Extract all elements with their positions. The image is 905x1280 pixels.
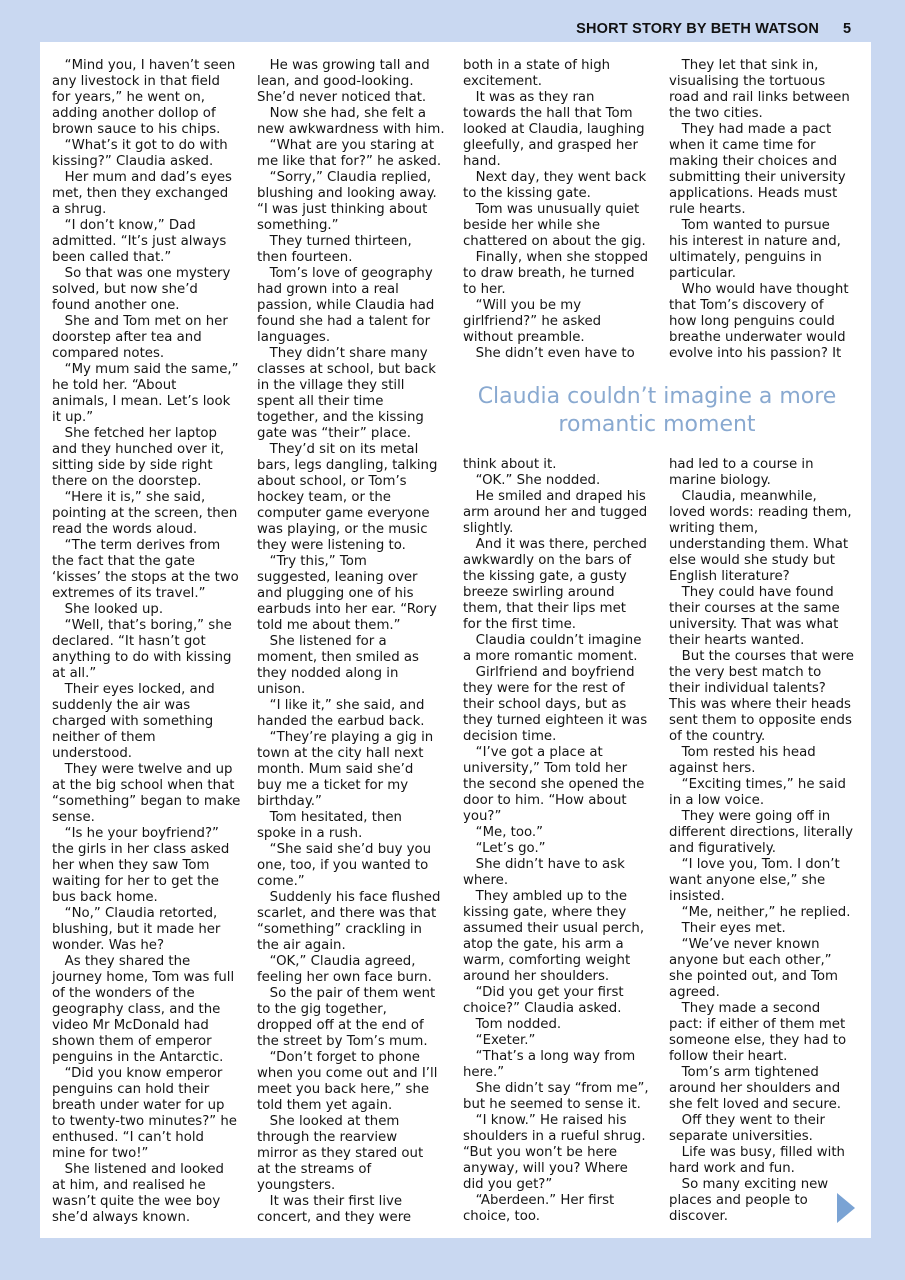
text-line: their individual talents? [669,681,826,696]
pull-quote-line-2: romantic moment [558,412,756,437]
text-line: kissing gate, where they [463,905,627,920]
text-line: But the courses that were [669,649,854,664]
text-line: their courses at the same [669,601,840,616]
text-line: someone else, they had to [669,1033,847,1048]
text-line: shoulders in a rueful shrug. [463,1129,646,1144]
text-line: different directions, literally [669,825,854,840]
text-line: “OK,” Claudia agreed, [257,954,416,969]
text-line: Claudia, meanwhile, [669,489,817,504]
text-line: the very best match to [669,665,822,680]
text-line: lean, and good-looking. [257,74,414,89]
text-line: “The term derives from [52,538,221,553]
text-line: one, too, if you wanted to [257,858,429,873]
text-line: compared notes. [52,346,165,361]
text-line: gleefully, and grasped her [463,138,638,153]
text-line: Claudia couldn’t imagine [463,633,642,648]
text-line: of the country. [669,729,766,744]
text-line: Now she had, she felt a [257,106,427,121]
text-line: Their eyes met. [669,921,786,936]
text-line: gate was “their” place. [257,426,411,441]
text-line: come.” [257,874,305,889]
text-line: “I love you, Tom. I don’t [669,857,840,872]
text-line: understood. [52,746,133,761]
text-line: passion, while Claudia had [257,298,435,313]
text-line: and plugging one of his [257,586,414,601]
text-line: earbuds into her ear. “Rory [257,602,437,617]
text-line: This was where their heads [669,697,851,712]
text-line: for the first time. [463,617,577,632]
text-line: suggested, leaning over [257,570,418,585]
text-line: “What’s it got to do with [52,138,228,153]
text-line: She looked up. [52,602,164,617]
text-line: to twenty-two minutes?” he [52,1114,237,1129]
text-line: understanding them. What [669,537,849,552]
text-line: sitting side by side right [52,458,213,473]
text-line: “No,” Claudia retorted, [52,906,218,921]
text-line: in the village they still [257,378,405,393]
text-line: English literature? [669,569,790,584]
text-line: to the kissing gate. [463,186,591,201]
text-line: They let that sink in, [669,58,819,73]
text-line: without preamble. [463,330,585,345]
text-line: town at the city hall next [257,746,424,761]
text-line: waiting for her to get the [52,874,219,889]
text-line: “Did you get your first [463,985,624,1000]
text-line: She didn’t even have to [463,346,635,361]
text-line: “Exeter.” [463,1033,536,1048]
text-line: new awkwardness with him. [257,122,445,137]
text-line: marine biology. [669,473,771,488]
text-line: They had made a pact [669,122,832,137]
text-line: in a low voice. [669,793,765,808]
text-line: the second she opened the [463,777,645,792]
text-line: youngsters. [257,1178,336,1193]
text-line: Girlfriend and boyfriend [463,665,635,680]
text-line: told me about them.” [257,618,401,633]
text-line: And it was there, perched [463,537,647,552]
text-column-2 [257,58,445,1226]
text-line: It was as they ran [463,90,595,105]
text-line: writing them, [669,521,759,536]
text-line: and figuratively. [669,841,776,856]
text-line: animals, I mean. Let’s look [52,394,231,409]
text-line: ultimately, penguins in [669,250,822,265]
text-line: submitting their university [669,170,846,185]
text-line: She didn’t say “from me”, [463,1081,649,1096]
text-column-3-bottom [463,457,649,1225]
text-line: “That’s a long way from [463,1049,636,1064]
text-line: when it came time for [669,138,816,153]
text-line: moment, then smiled as [257,650,419,665]
text-line: where. [463,873,509,888]
text-line: they turned eighteen it was [463,713,648,728]
text-line: want anyone else,” she [669,873,826,888]
text-line: they nodded along in [257,666,399,681]
text-line: loved words: reading them, [669,505,852,520]
text-line: applications. Heads must [669,186,838,201]
text-line: read the words aloud. [52,522,198,537]
text-line: geography class, and the [52,1002,221,1017]
text-line: was playing, or the music [257,522,428,537]
text-column-4-top [669,58,850,362]
text-line: at the big school when that [52,778,235,793]
text-line: they were listening to. [257,538,406,553]
text-line: she felt loved and secure. [669,1097,841,1112]
text-line: “something” began to make [52,794,241,809]
text-line: “Sorry,” Claudia replied, [257,170,432,185]
text-line: any livestock in that field [52,74,220,89]
text-line: Tom’s arm tightened [669,1065,819,1080]
text-line: kissing?” Claudia asked. [52,154,214,169]
text-line: university. That was what [669,617,839,632]
text-line: pointing at the screen, then [52,506,238,521]
text-line: them, that their lips met [463,601,626,616]
text-line: concert, and they were [257,1210,412,1225]
text-line: particular. [669,266,737,281]
text-line: insisted. [669,889,725,904]
text-line: As they shared the [52,954,191,969]
text-line: found she had a talent for [257,314,431,329]
text-line: choice, too. [463,1209,540,1224]
text-line: warm, comforting weight [463,953,631,968]
text-line: blushing and looking away. [257,186,437,201]
text-line: making their choices and [669,154,838,169]
text-line: solved, but now she’d [52,282,198,297]
text-line: She and Tom met on her [52,314,228,329]
text-line: something.” [257,218,339,233]
text-line: rule hearts. [669,202,746,217]
text-line: the kissing gate, a gusty [463,569,627,584]
text-line: atop the gate, his arm a [463,937,624,952]
text-line: towards the hall that Tom [463,106,633,121]
text-line: to draw breath, he turned [463,266,635,281]
text-line: So the pair of them went [257,986,436,1001]
text-line: extremes of its travel.” [52,586,206,601]
text-line: how long penguins could [669,314,835,329]
text-line: met, then they exchanged [52,186,229,201]
text-line: bus back home. [52,890,158,905]
text-line: She fetched her laptop [52,426,217,441]
text-line: a shrug. [52,202,107,217]
text-line: birthday.” [257,794,322,809]
text-line: blushing, but it made her [52,922,221,937]
text-line: “Exciting times,” he said [669,777,846,792]
text-line: pact: if either of them met [669,1017,846,1032]
next-page-arrow-icon[interactable] [837,1193,855,1223]
text-line: “I’ve got a place at [463,745,603,760]
text-line: assumed their usual perch, [463,921,645,936]
text-line: mirror as they stared out [257,1146,424,1161]
text-line: awkwardly on the bars of [463,553,632,568]
text-line: admitted. “It’s just always [52,234,227,249]
text-line: the two cities. [669,106,763,121]
text-line: feeling her own face burn. [257,970,432,985]
text-line: his interest in nature and, [669,234,841,249]
text-line: through the rearview [257,1130,398,1145]
text-line: hand. [463,154,501,169]
text-line: “OK.” She nodded. [463,473,601,488]
text-line: beside her while she [463,218,601,233]
text-line: she’d always known. [52,1210,191,1225]
text-line: “My mum said the same,” [52,362,239,377]
text-line: They were going off in [669,809,831,824]
text-line: scarlet, and there was that [257,906,437,921]
text-line: She listened and looked [52,1162,224,1177]
text-line: Tom hesitated, then [257,810,402,825]
text-line: charged with something [52,714,214,729]
text-line: breathe underwater would [669,330,846,345]
text-line: Tom was unusually quiet [463,202,640,217]
text-line: video Mr McDonald had [52,1018,209,1033]
text-line: “She said she’d buy you [257,842,432,857]
text-line: neither of them [52,730,156,745]
text-line: places and people to [669,1193,808,1208]
text-line: university,” Tom told her [463,761,628,776]
text-line: found another one. [52,298,180,313]
text-line: at all.” [52,666,97,681]
text-line: anyway, will you? Where [463,1161,628,1176]
text-line: “Don’t forget to phone [257,1050,420,1065]
text-line: They’d sit on its metal [257,442,419,457]
text-line: chattered on about the gig. [463,234,646,249]
text-line: They ambled up to the [463,889,628,904]
text-line: He smiled and draped his [463,489,646,504]
text-line: their hearts wanted. [669,633,805,648]
text-column-3-top [463,58,648,362]
text-line: sent them to opposite ends [669,713,852,728]
text-line: ‘kisses’ the stops at the two [52,570,239,585]
text-line: Off they went to their [669,1113,825,1128]
text-line: “Me, too.” [463,825,544,840]
text-line: Finally, when she stopped [463,250,649,265]
text-line: told them yet again. [257,1098,393,1113]
text-line: unison. [257,682,306,697]
text-line: had grown into a real [257,282,399,297]
text-line: against hers. [669,761,756,776]
text-line: Tom nodded. [463,1017,562,1032]
text-line: Tom’s love of geography [257,266,433,281]
text-line: to her. [463,282,506,297]
text-line: think about it. [463,457,557,472]
text-line: you?” [463,809,502,824]
text-line: journey home, Tom was full [52,970,235,985]
text-line: of the wonders of the [52,986,195,1001]
text-line: follow their heart. [669,1049,788,1064]
text-line: sense. [52,810,95,825]
text-line: She’d never noticed that. [257,90,427,105]
pull-quote [464,383,850,439]
text-line: “But you won’t be here [463,1145,618,1160]
text-line: girlfriend?” he asked [463,314,602,329]
text-line: “What are you staring at [257,138,435,153]
text-line: suddenly the air was [52,698,191,713]
text-line: at him, and realised he [52,1178,206,1193]
text-line: the fact that the gate [52,554,195,569]
text-column-1 [52,58,240,1226]
text-line: He was growing tall and [257,58,430,73]
text-line: meet you back here,” she [257,1082,430,1097]
text-line: Their eyes locked, and [52,682,215,697]
text-line: agreed. [669,985,720,1000]
text-line: hockey team, or the [257,490,391,505]
text-line: languages. [257,330,331,345]
text-line: She listened for a [257,634,387,649]
text-line: about school, or Tom’s [257,474,407,489]
text-line: but he seemed to sense it. [463,1097,641,1112]
text-line: anyone but each other,” [669,953,832,968]
text-line: They could have found [669,585,834,600]
text-line: mine for two!” [52,1146,149,1161]
text-line: for years,” he went on, [52,90,205,105]
text-line: discover. [669,1209,729,1224]
text-line: Next day, they went back [463,170,647,185]
text-line: “I know.” He raised his [463,1113,627,1128]
text-line: “I was just thinking about [257,202,428,217]
text-line: Tom rested his head [669,745,816,760]
text-line: breath under water for up [52,1098,225,1113]
text-line: that Tom’s discovery of [669,298,824,313]
text-line: their school days, but as [463,697,627,712]
text-line: “Aberdeen.” Her first [463,1193,615,1208]
text-line: bars, legs dangling, talking [257,458,438,473]
text-line: dropped off at the end of [257,1018,424,1033]
text-line: So that was one mystery [52,266,231,281]
text-line: at the streams of [257,1162,372,1177]
text-line: Life was busy, filled with [669,1145,845,1160]
text-line: around her shoulders and [669,1081,841,1096]
text-line: they were for the rest of [463,681,625,696]
text-line: when you come out and I’ll [257,1066,438,1081]
text-line: spoke in a rush. [257,826,363,841]
text-line: wasn’t quite the wee boy [52,1194,221,1209]
text-line: and they hunched over it, [52,442,225,457]
text-line: “We’ve never known [669,937,820,952]
text-line: her when they saw Tom [52,858,210,873]
text-line: the girls in her class asked [52,842,230,857]
text-line: slightly. [463,521,514,536]
text-line: anything to do with kissing [52,650,232,665]
text-line: together, and the kissing [257,410,424,425]
text-line: looked at Claudia, laughing [463,122,645,137]
text-line: She didn’t have to ask [463,857,625,872]
text-line: She looked at them [257,1114,400,1129]
page-number: 5 [843,21,852,37]
text-line: brown sauce to his chips. [52,122,221,137]
text-line: been called that.” [52,250,172,265]
text-line: breeze swirling around [463,585,615,600]
text-line: “Let’s go.” [463,841,546,856]
text-line: They were twelve and up [52,762,233,777]
text-line: he told her. “About [52,378,177,393]
text-line: computer game everyone [257,506,430,521]
text-line: arm around her and tugged [463,505,648,520]
text-line: “Did you know emperor [52,1066,223,1081]
text-line: buy me a ticket for my [257,778,409,793]
text-line: penguins can hold their [52,1082,210,1097]
text-line: me like that for?” he asked. [257,154,442,169]
text-line: to the gig together, [257,1002,387,1017]
text-line: declared. “It hasn’t got [52,634,206,649]
text-line: They didn’t share many [257,346,428,361]
text-line: had led to a course in [669,457,814,472]
text-line: wonder. Was he? [52,938,165,953]
text-line: Who would have thought [669,282,849,297]
text-line: both in a state of high [463,58,611,73]
text-line: “They’re playing a gig in [257,730,434,745]
text-line: Her mum and dad’s eyes [52,170,232,185]
text-line: she pointed out, and Tom [669,969,838,984]
text-line: “I like it,” she said, and [257,698,425,713]
text-line: decision time. [463,729,557,744]
text-line: handed the earbud back. [257,714,425,729]
text-line: the air again. [257,938,346,953]
text-line: hard work and fun. [669,1161,795,1176]
text-line: adding another dollop of [52,106,216,121]
text-line: visualising the tortuous [669,74,826,89]
text-line: choice?” Claudia asked. [463,1001,622,1016]
text-line: “Is he your boyfriend?” [52,826,219,841]
text-line: spent all their time [257,394,384,409]
text-line: It was their first live [257,1194,403,1209]
text-line: door to him. “How about [463,793,627,808]
text-line: “Here it is,” she said, [52,490,206,505]
text-line: “Try this,” Tom [257,554,367,569]
text-line: “Mind you, I haven’t seen [52,58,236,73]
text-column-4-bottom [669,457,854,1225]
text-line: enthused. “I can’t hold [52,1130,204,1145]
text-line: classes at school, but back [257,362,436,377]
text-line: it up.” [52,410,94,425]
text-line: So many exciting new [669,1177,829,1192]
text-line: around her shoulders. [463,969,610,984]
text-line: separate universities. [669,1129,813,1144]
text-line: evolve into his passion? It [669,346,842,361]
text-line: Suddenly his face flushed [257,890,441,905]
running-header: SHORT STORY BY BETH WATSON [576,21,819,37]
text-line: doorstep after tea and [52,330,202,345]
text-line: then fourteen. [257,250,353,265]
text-line: else would she study but [669,553,835,568]
text-line: did you get?” [463,1177,553,1192]
text-line: shown them of emperor [52,1034,212,1049]
text-line: there on the doorstep. [52,474,202,489]
text-line: “something” crackling in [257,922,422,937]
text-line: “Me, neither,” he replied. [669,905,851,920]
text-line: the street by Tom’s mum. [257,1034,428,1049]
text-line: “Well, that’s boring,” she [52,618,232,633]
text-line: “Will you be my [463,298,582,313]
text-line: a more romantic moment. [463,649,638,664]
text-line: here.” [463,1065,505,1080]
pull-quote-line-1: Claudia couldn’t imagine a more [477,384,837,409]
text-line: Tom wanted to pursue [669,218,830,233]
text-line: They turned thirteen, [257,234,412,249]
text-line: “I don’t know,” Dad [52,218,196,233]
text-line: road and rail links between [669,90,850,105]
text-line: penguins in the Antarctic. [52,1050,224,1065]
text-line: They made a second [669,1001,821,1016]
text-line: month. Mum said she’d [257,762,414,777]
text-line: excitement. [463,74,542,89]
